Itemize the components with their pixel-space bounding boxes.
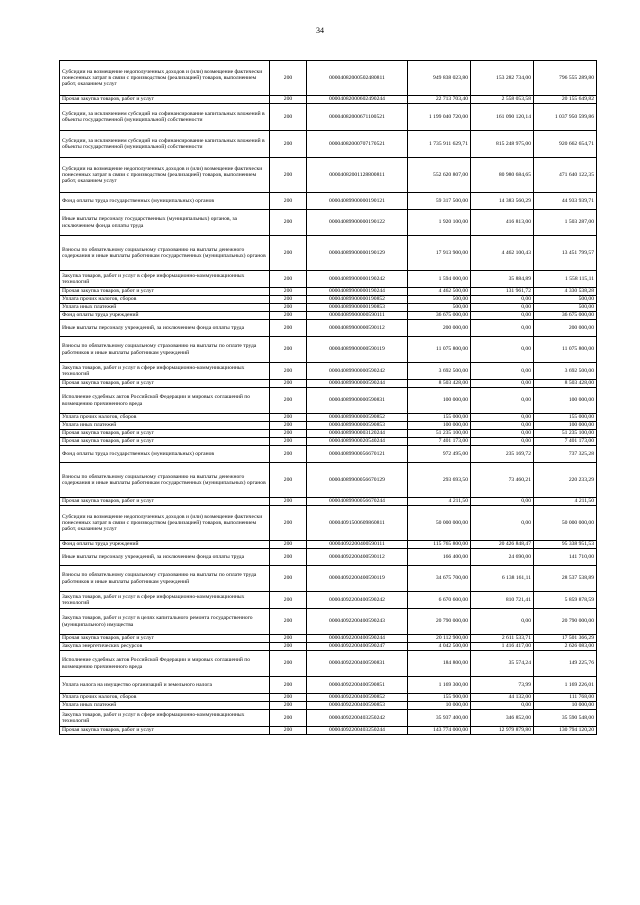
row-name-cell: Прочая закупка товаров, работ и услуг [60,430,270,438]
table-row [60,414,597,422]
row-remaining-cell: 737 325,28 [534,446,597,463]
row-approved-cell: 51 235 100,00 [408,430,471,438]
row-executed-cell: 0,00 [471,430,534,438]
row-executed-cell: 416 813,00 [471,210,534,236]
row-approved-cell: 7 401 173,00 [408,438,471,446]
row-executed-cell: 815 248 975,00 [471,131,534,158]
row-remaining-cell: 3 692 500,00 [534,363,597,380]
row-approved-cell: 36 675 000,00 [408,312,471,320]
row-name-cell: Прочая закупка товаров, работ и услуг [60,498,270,506]
row-name-cell: Иные выплаты персоналу учреждений, за исключением фонда оплаты труда [60,549,270,566]
row-remaining-cell: 155 000,00 [534,414,597,422]
row-classification-cell: 00004092200400590243 [307,609,408,635]
row-remaining-cell: 5 859 878,59 [534,592,597,609]
row-classification-cell: 00004092200403250244 [307,727,408,735]
row-code-cell: 200 [270,96,307,104]
row-name-cell: Субсидии, за исключением субсидий на софинансирование капитальных вложений в объекты государственной (муниципальной) собственности [60,104,270,131]
row-classification-cell: 00004089900000590112 [307,320,408,337]
row-name-cell: Взносы по обязательному социальному страхованию на выплаты денежного содержания и иные выплаты работникам государственных (муниципальных) органов [60,463,270,498]
row-name-cell: Уплата прочих налогов, сборов [60,296,270,304]
row-executed-cell: 0,00 [471,438,534,446]
row-classification-cell: 00004089900000190242 [307,271,408,288]
row-code-cell: 200 [270,158,307,193]
row-remaining-cell: 4 330 538,28 [534,288,597,296]
row-approved-cell: 20 790 000,00 [408,609,471,635]
row-approved-cell: 6 670 600,00 [408,592,471,609]
row-executed-cell: 0,00 [471,498,534,506]
row-name-cell: Уплата налога на имущество организаций и земельного налога [60,677,270,694]
row-classification-cell: 00004092200400590831 [307,651,408,677]
row-remaining-cell: 50 000 000,00 [534,506,597,541]
row-approved-cell: 500,00 [408,304,471,312]
row-approved-cell: 35 937 400,00 [408,710,471,727]
table-row [60,422,597,430]
row-classification-cell: 00004089900000590831 [307,388,408,414]
row-code-cell: 200 [270,193,307,210]
table-row [60,694,597,702]
table-row [60,609,597,635]
table-row [60,96,597,104]
row-approved-cell: 949 838 023,80 [408,61,471,96]
table-row [60,677,597,694]
row-classification-cell: 00004089900003120244 [307,430,408,438]
row-approved-cell: 972 495,00 [408,446,471,463]
table-row [60,104,597,131]
row-executed-cell: 6 138 161,11 [471,566,534,592]
row-classification-cell: 00004089900000590244 [307,380,408,388]
table-row [60,702,597,710]
row-classification-cell: 00004082000602490244 [307,96,408,104]
row-executed-cell: 0,00 [471,506,534,541]
table-row [60,506,597,541]
row-approved-cell: 115 765 800,00 [408,541,471,549]
row-classification-cell: 00004089900000190852 [307,296,408,304]
table-row [60,271,597,288]
row-classification-cell: 00004089900000590111 [307,312,408,320]
row-remaining-cell: 20 155 649,82 [534,96,597,104]
row-executed-cell: 235 169,72 [471,446,534,463]
row-remaining-cell: 111 768,00 [534,694,597,702]
row-approved-cell: 100 000,00 [408,388,471,414]
row-name-cell: Прочая закупка товаров, работ и услуг [60,727,270,735]
row-classification-cell: 00004089900000590853 [307,422,408,430]
row-code-cell: 200 [270,609,307,635]
row-classification-cell: 00004089900000190244 [307,288,408,296]
row-code-cell: 200 [270,651,307,677]
row-name-cell: Уплата иных платежей [60,304,270,312]
page-number: 34 [316,26,324,35]
row-approved-cell: 4 042 500,00 [408,643,471,651]
row-remaining-cell: 1 503 287,00 [534,210,597,236]
row-code-cell: 200 [270,498,307,506]
row-code-cell: 200 [270,414,307,422]
row-remaining-cell: 7 401 173,00 [534,438,597,446]
row-executed-cell: 2 558 053,58 [471,96,534,104]
row-remaining-cell: 8 503 428,00 [534,380,597,388]
row-executed-cell: 35 884,89 [471,271,534,288]
row-classification-cell: 00004089900000590119 [307,337,408,363]
row-remaining-cell: 13 451 799,57 [534,236,597,271]
row-name-cell: Закупка товаров, работ и услуг в сфере информационно-коммуникационных технологий [60,271,270,288]
row-classification-cell: 00004089900000590852 [307,414,408,422]
row-code-cell: 200 [270,677,307,694]
row-classification-cell: 00004089900000590242 [307,363,408,380]
row-executed-cell: 0,00 [471,363,534,380]
row-approved-cell: 1 199 040 720,00 [408,104,471,131]
row-approved-cell: 4 462 500,00 [408,288,471,296]
row-remaining-cell: 10 000,00 [534,702,597,710]
table-row [60,643,597,651]
row-name-cell: Субсидии на возмещение недополученных доходов и (или) возмещение фактически понесенных затрат в связи с производством (реализацией) товаров, выполнением работ, оказанием услуг [60,506,270,541]
row-code-cell: 200 [270,296,307,304]
row-classification-cell: 00004089900020540244 [307,438,408,446]
row-code-cell: 200 [270,363,307,380]
row-remaining-cell: 100 000,00 [534,422,597,430]
row-classification-cell: 00004092200400590852 [307,694,408,702]
table-row [60,158,597,193]
row-approved-cell: 166 400,00 [408,549,471,566]
row-classification-cell: 00004089900056670121 [307,446,408,463]
row-remaining-cell: 796 555 289,80 [534,61,597,96]
row-executed-cell: 14 383 560,29 [471,193,534,210]
row-approved-cell: 143 774 000,00 [408,727,471,735]
row-executed-cell: 0,00 [471,422,534,430]
row-executed-cell: 161 090 120,14 [471,104,534,131]
table-row [60,210,597,236]
row-approved-cell: 184 800,00 [408,651,471,677]
row-name-cell: Фонд оплаты труда государственных (муниципальных) органов [60,446,270,463]
row-classification-cell: 00004089900000190853 [307,304,408,312]
row-approved-cell: 11 075 800,00 [408,337,471,363]
row-executed-cell: 44 132,00 [471,694,534,702]
row-name-cell: Иные выплаты персоналу учреждений, за исключением фонда оплаты труда [60,320,270,337]
row-approved-cell: 10 000,00 [408,702,471,710]
row-classification-cell: 00004092200400590112 [307,549,408,566]
row-approved-cell: 200 000,00 [408,320,471,337]
row-executed-cell: 0,00 [471,702,534,710]
row-code-cell: 200 [270,422,307,430]
row-name-cell: Прочая закупка товаров, работ и услуг [60,96,270,104]
row-executed-cell: 0,00 [471,320,534,337]
row-name-cell: Фонд оплаты труда государственных (муниципальных) органов [60,193,270,210]
row-name-cell: Прочая закупка товаров, работ и услуг [60,635,270,643]
row-classification-cell: 00004089900000190122 [307,210,408,236]
row-code-cell: 200 [270,61,307,96]
row-approved-cell: 1 169 300,00 [408,677,471,694]
row-remaining-cell: 28 537 538,89 [534,566,597,592]
row-executed-cell: 20 426 848,47 [471,541,534,549]
row-name-cell: Фонд оплаты труда учреждений [60,312,270,320]
table-row [60,296,597,304]
row-approved-cell: 1 920 100,00 [408,210,471,236]
row-executed-cell: 0,00 [471,296,534,304]
row-approved-cell: 552 620 807,00 [408,158,471,193]
row-code-cell: 200 [270,541,307,549]
row-executed-cell: 131 961,72 [471,288,534,296]
row-remaining-cell: 920 662 654,71 [534,131,597,158]
row-code-cell: 200 [270,312,307,320]
row-remaining-cell: 500,00 [534,296,597,304]
row-code-cell: 200 [270,463,307,498]
row-executed-cell: 0,00 [471,312,534,320]
row-classification-cell: 00004089900056670129 [307,463,408,498]
table-row [60,727,597,735]
row-code-cell: 200 [270,388,307,414]
row-name-cell: Закупка энергетических ресурсов [60,643,270,651]
row-name-cell: Уплата прочих налогов, сборов [60,414,270,422]
row-remaining-cell: 130 794 120,20 [534,727,597,735]
row-remaining-cell: 4 211,50 [534,498,597,506]
row-code-cell: 200 [270,438,307,446]
table-row [60,710,597,727]
row-name-cell: Закупка товаров, работ и услуг в сфере информационно-коммуникационных технологий [60,710,270,727]
row-code-cell: 200 [270,727,307,735]
row-code-cell: 200 [270,694,307,702]
row-executed-cell: 4 462 100,43 [471,236,534,271]
table-row [60,446,597,463]
row-code-cell: 200 [270,710,307,727]
row-remaining-cell: 471 640 122,35 [534,158,597,193]
row-approved-cell: 59 317 500,00 [408,193,471,210]
row-executed-cell: 73,99 [471,677,534,694]
row-name-cell: Исполнение судебных актов Российской Федерации и мировых соглашений по возмещению причиненного вреда [60,388,270,414]
row-classification-cell: 00004092200400590244 [307,635,408,643]
row-approved-cell: 50 000 000,00 [408,506,471,541]
table-row [60,651,597,677]
row-executed-cell: 35 574,24 [471,651,534,677]
row-code-cell: 200 [270,549,307,566]
row-executed-cell: 0,00 [471,337,534,363]
row-classification-cell: 00004089900056670244 [307,498,408,506]
row-remaining-cell: 95 338 951,53 [534,541,597,549]
row-code-cell: 200 [270,271,307,288]
table-row [60,61,597,96]
row-remaining-cell: 1 558 115,11 [534,271,597,288]
table-row [60,312,597,320]
row-executed-cell: 0,00 [471,304,534,312]
row-classification-cell: 00004089900000190129 [307,236,408,271]
row-executed-cell: 73 460,21 [471,463,534,498]
row-remaining-cell: 44 933 939,71 [534,193,597,210]
row-code-cell: 200 [270,380,307,388]
row-remaining-cell: 17 501 366,29 [534,635,597,643]
table-row [60,549,597,566]
row-remaining-cell: 149 225,76 [534,651,597,677]
row-code-cell: 200 [270,635,307,643]
row-code-cell: 200 [270,592,307,609]
row-executed-cell: 12 979 879,80 [471,727,534,735]
row-code-cell: 200 [270,430,307,438]
row-remaining-cell: 35 590 548,00 [534,710,597,727]
row-name-cell: Иные выплаты персоналу государственных (муниципальных) органов, за исключением фонда оплаты труда [60,210,270,236]
row-name-cell: Уплата иных платежей [60,422,270,430]
table-row [60,463,597,498]
row-classification-cell: 00004089900000190121 [307,193,408,210]
row-classification-cell: 00004082000671100521 [307,104,408,131]
table-body [60,61,597,735]
row-name-cell: Закупка товаров, работ и услуг в сфере информационно-коммуникационных технологий [60,592,270,609]
row-executed-cell: 0,00 [471,609,534,635]
row-code-cell: 200 [270,566,307,592]
table-row [60,635,597,643]
row-remaining-cell: 20 790 000,00 [534,609,597,635]
row-classification-cell: 00004092200400590242 [307,592,408,609]
row-remaining-cell: 36 675 000,00 [534,312,597,320]
row-classification-cell: 00004092200403250242 [307,710,408,727]
row-executed-cell: 80 980 684,65 [471,158,534,193]
row-name-cell: Субсидии на возмещение недополученных доходов и (или) возмещение фактически понесенных затрат в связи с производством (реализацией) товаров, выполнением работ, оказанием услуг [60,61,270,96]
table-row [60,438,597,446]
row-executed-cell: 24 690,00 [471,549,534,566]
row-approved-cell: 500,00 [408,296,471,304]
row-approved-cell: 1 735 911 629,71 [408,131,471,158]
row-name-cell: Фонд оплаты труда учреждений [60,541,270,549]
row-name-cell: Закупка товаров, работ и услуг в целях капитального ремонта государственного (муниципального) имущества [60,609,270,635]
row-code-cell: 200 [270,131,307,158]
row-approved-cell: 20 112 900,00 [408,635,471,643]
table-row [60,380,597,388]
row-approved-cell: 22 713 703,40 [408,96,471,104]
table-row [60,131,597,158]
row-classification-cell: 00004082000707170521 [307,131,408,158]
row-name-cell: Взносы по обязательному социальному страхованию на выплаты по оплате труда работников и иные выплаты работникам учреждений [60,337,270,363]
row-executed-cell: 0,00 [471,380,534,388]
row-name-cell: Уплата иных платежей [60,702,270,710]
row-name-cell: Взносы по обязательному социальному страхованию на выплаты по оплате труда работников и иные выплаты работникам учреждений [60,566,270,592]
row-classification-cell: 00004092200400590851 [307,677,408,694]
row-executed-cell: 1 416 417,00 [471,643,534,651]
row-executed-cell: 153 282 734,00 [471,61,534,96]
table-row [60,337,597,363]
row-classification-cell: 00004091500609860811 [307,506,408,541]
table-row [60,498,597,506]
row-classification-cell: 00004092200400590119 [307,566,408,592]
row-remaining-cell: 100 000,00 [534,388,597,414]
row-name-cell: Прочая закупка товаров, работ и услуг [60,438,270,446]
row-code-cell: 200 [270,643,307,651]
row-remaining-cell: 51 235 100,00 [534,430,597,438]
table-row [60,541,597,549]
row-classification-cell: 00004092200400590853 [307,702,408,710]
row-name-cell: Закупка товаров, работ и услуг в сфере информационно-коммуникационных технологий [60,363,270,380]
row-name-cell: Прочая закупка товаров, работ и услуг [60,380,270,388]
table-row [60,320,597,337]
table-row [60,388,597,414]
row-code-cell: 200 [270,304,307,312]
row-approved-cell: 293 693,50 [408,463,471,498]
table-row [60,236,597,271]
row-name-cell: Прочая закупка товаров, работ и услуг [60,288,270,296]
row-executed-cell: 0,00 [471,388,534,414]
row-classification-cell: 00004082000502480811 [307,61,408,96]
row-code-cell: 200 [270,210,307,236]
row-approved-cell: 155 900,00 [408,694,471,702]
table-row [60,592,597,609]
table-row [60,304,597,312]
row-approved-cell: 34 675 700,00 [408,566,471,592]
row-executed-cell: 346 852,00 [471,710,534,727]
row-approved-cell: 3 692 500,00 [408,363,471,380]
table-row [60,566,597,592]
row-code-cell: 200 [270,446,307,463]
row-name-cell: Исполнение судебных актов Российской Федерации и мировых соглашений по возмещению причиненного вреда [60,651,270,677]
row-classification-cell: 00004092200400590111 [307,541,408,549]
row-approved-cell: 8 503 428,00 [408,380,471,388]
row-classification-cell: 00004082001128800811 [307,158,408,193]
row-remaining-cell: 1 169 226,01 [534,677,597,694]
row-approved-cell: 155 000,00 [408,414,471,422]
row-code-cell: 200 [270,506,307,541]
row-approved-cell: 17 913 900,00 [408,236,471,271]
row-remaining-cell: 220 233,29 [534,463,597,498]
table-row [60,430,597,438]
row-remaining-cell: 1 037 950 599,86 [534,104,597,131]
row-remaining-cell: 141 710,00 [534,549,597,566]
table-row [60,288,597,296]
table-row [60,363,597,380]
table-row [60,193,597,210]
row-code-cell: 200 [270,236,307,271]
row-name-cell: Субсидии, за исключением субсидий на софинансирование капитальных вложений в объекты государственной (муниципальной) собственности [60,131,270,158]
row-executed-cell: 810 721,41 [471,592,534,609]
row-approved-cell: 4 211,50 [408,498,471,506]
row-name-cell: Взносы по обязательному социальному страхованию на выплаты денежного содержания и иные выплаты работникам государственных (муниципальных) органов [60,236,270,271]
row-code-cell: 200 [270,288,307,296]
row-classification-cell: 00004092200400590247 [307,643,408,651]
row-remaining-cell: 11 075 800,00 [534,337,597,363]
row-name-cell: Уплата прочих налогов, сборов [60,694,270,702]
row-code-cell: 200 [270,702,307,710]
row-remaining-cell: 500,00 [534,304,597,312]
row-executed-cell: 2 611 533,71 [471,635,534,643]
row-remaining-cell: 200 000,00 [534,320,597,337]
row-approved-cell: 100 000,00 [408,422,471,430]
row-remaining-cell: 2 626 083,00 [534,643,597,651]
row-approved-cell: 1 594 000,00 [408,271,471,288]
budget-execution-table [59,60,597,735]
row-code-cell: 200 [270,320,307,337]
row-code-cell: 200 [270,337,307,363]
row-name-cell: Субсидии на возмещение недополученных доходов и (или) возмещение фактически понесенных затрат в связи с производством (реализацией) товаров, выполнением работ, оказанием услуг [60,158,270,193]
row-executed-cell: 0,00 [471,414,534,422]
row-code-cell: 200 [270,104,307,131]
